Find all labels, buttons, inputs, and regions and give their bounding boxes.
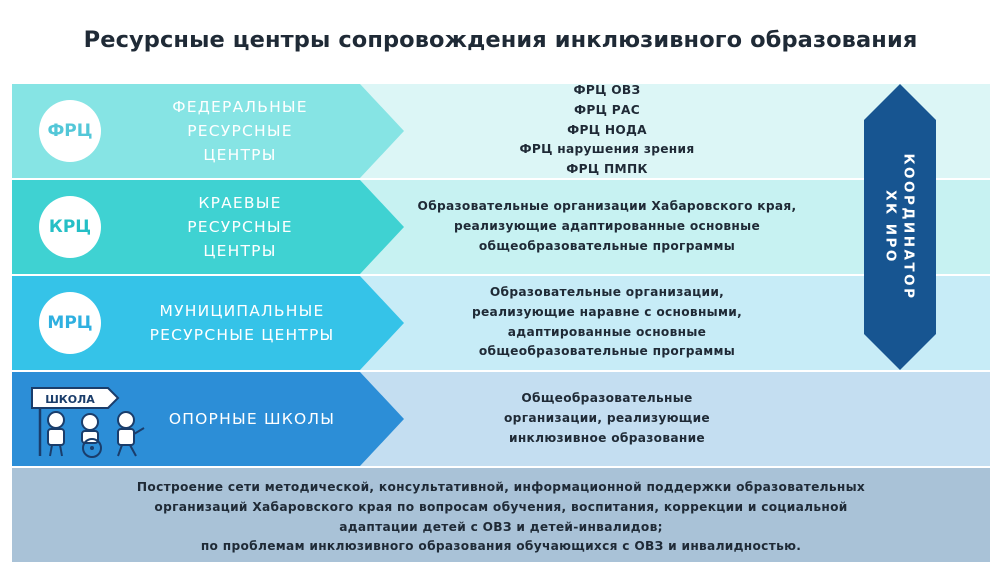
row-regional — [12, 180, 990, 274]
desc-line: инклюзивное образование — [509, 430, 705, 445]
summary-line: по проблемам инклюзивного образования обучающихся с ОВЗ и инвалидностью. — [200, 539, 802, 554]
desc-line: реализующие адаптированные основные — [453, 218, 761, 233]
desc-line: Образовательные организации, — [489, 285, 725, 299]
label-line: ЦЕНТРЫ — [203, 242, 277, 260]
desc-line: ФРЦ ОВЗ — [573, 83, 641, 97]
school-children-icon — [18, 384, 158, 460]
summary-line: Построение сети методической, консультативной, информационной поддержки образовательных — [136, 480, 866, 494]
badge-frc — [39, 100, 101, 162]
desc-line: организации, реализующие — [504, 410, 710, 425]
row-municipal — [12, 276, 990, 370]
summary-line: организаций Хабаровского края по вопросам обучения, воспитания, коррекции и социальной — [154, 499, 848, 514]
bottom-summary-text — [12, 478, 990, 557]
desc-line: ФРЦ нарушения зрения — [519, 142, 695, 157]
row-schools — [12, 372, 990, 466]
label-line: РЕСУРСНЫЕ — [187, 218, 293, 236]
row-federal — [12, 84, 990, 178]
label-line: РЕСУРСНЫЕ — [187, 122, 293, 140]
badge-krc-text: КРЦ — [48, 217, 92, 237]
summary-line: адаптации детей с ОВЗ и детей-инвалидов; — [339, 519, 663, 534]
page-title: Ресурсные центры сопровождения инклюзивного образования — [83, 27, 918, 53]
desc-line: Общеобразовательные — [521, 391, 693, 405]
desc-line: ФРЦ РАС — [574, 102, 640, 117]
badge-krc — [39, 196, 101, 258]
desc-regional — [392, 197, 822, 256]
label-line: ФЕДЕРАЛЬНЫЕ — [172, 98, 308, 116]
desc-line: Образовательные организации Хабаровского края, — [417, 199, 797, 213]
label-line: РЕСУРСНЫЕ ЦЕНТРЫ — [149, 326, 335, 344]
label-regional — [160, 191, 320, 263]
label-schools — [162, 407, 342, 431]
desc-line: общеобразовательные программы — [478, 344, 736, 359]
label-line: ОПОРНЫЕ ШКОЛЫ — [168, 410, 336, 428]
desc-line: реализующие наравне с основными, — [471, 304, 743, 319]
school-sign-text: ШКОЛА — [45, 393, 95, 406]
badge-frc-text: ФРЦ — [47, 121, 93, 141]
desc-federal — [392, 81, 822, 180]
coordinator-line: КООРДИНАТОР — [901, 153, 917, 301]
label-line: КРАЕВЫЕ — [198, 194, 282, 212]
desc-line: адаптированные основные — [507, 324, 707, 339]
label-line: МУНИЦИПАЛЬНЫЕ — [159, 302, 325, 320]
label-municipal — [142, 299, 342, 347]
desc-line: ФРЦ НОДА — [567, 122, 647, 137]
coordinator-label — [864, 84, 936, 370]
badge-mrc-text: МРЦ — [47, 313, 93, 333]
desc-line: общеобразовательные программы — [478, 238, 736, 253]
desc-line: ФРЦ ПМПК — [566, 162, 648, 177]
badge-mrc — [39, 292, 101, 354]
label-federal — [160, 95, 320, 167]
label-line: ЦЕНТРЫ — [203, 146, 277, 164]
desc-municipal — [392, 283, 822, 362]
bottom-summary — [12, 468, 990, 562]
coordinator-line: ХК ИРО — [883, 190, 899, 264]
desc-schools — [392, 389, 822, 448]
